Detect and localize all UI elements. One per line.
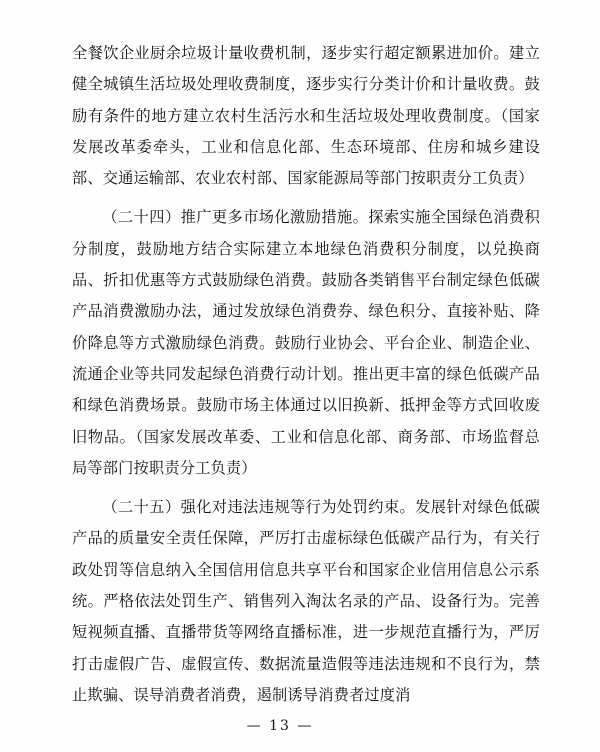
- paragraph-continued: 全餐饮企业厨余垃圾计量收费机制，逐步实行超定额累进加价。建立健全城镇生活垃圾处理收费制度，逐步实行分类计价和计量收费。鼓励有条件的地方建立农村生活污水和生活垃圾处理收费制度。（国家发展改革委牵头，工业和信息化部、生态环境部、住房和城乡建设部、交通运输部、农业农村部、国家能源局等部门按职责分工负责）: [72, 44, 540, 188]
- page-number: — 13 —: [246, 718, 314, 734]
- page-body: [72, 38, 540, 711]
- page-footer: [0, 715, 600, 734]
- paragraph-spacer: [72, 484, 540, 492]
- paragraph-item-25: （二十五）强化对违法违规等行为处罚约束。发展针对绿色低碳产品的质量安全责任保障，严厉打击虚标绿色低碳产品行为，有关行政处罚等信息纳入全国信用信息共享平台和国家企业信用信息公示系统。严格依法处罚生产、销售列入淘汰名录的产品、设备行为。完善短视频直播、直播带货等网络直播标准，进一步规范直播行为，严厉打击虚假广告、虚假宣传、数据流量造假等违法违规和不良行为，禁止欺骗、误导消费者消费，遏制诱导消费者过度消: [72, 498, 540, 704]
- paragraph-item-24: （二十四）推广更多市场化激励措施。探索实施全国绿色消费积分制度，鼓励地方结合实际建立本地绿色消费积分制度，以兑换商品、折扣优惠等方式鼓励绿色消费。鼓励各类销售平台制定绿色低碳产品消费激励办法，通过发放绿色消费券、绿色积分、直接补贴、降价降息等方式激励绿色消费。鼓励行业协会、平台企业、制造企业、流通企业等共同发起绿色消费行动计划。推出更丰富的绿色低碳产品和绿色消费场景。鼓励市场主体通过以旧换新、抵押金等方式回收废旧物品。（国家发展改革委、工业和信息化部、商务部、市场监督总局等部门按职责分工负责）: [72, 208, 540, 477]
- paragraph-spacer: [72, 194, 540, 202]
